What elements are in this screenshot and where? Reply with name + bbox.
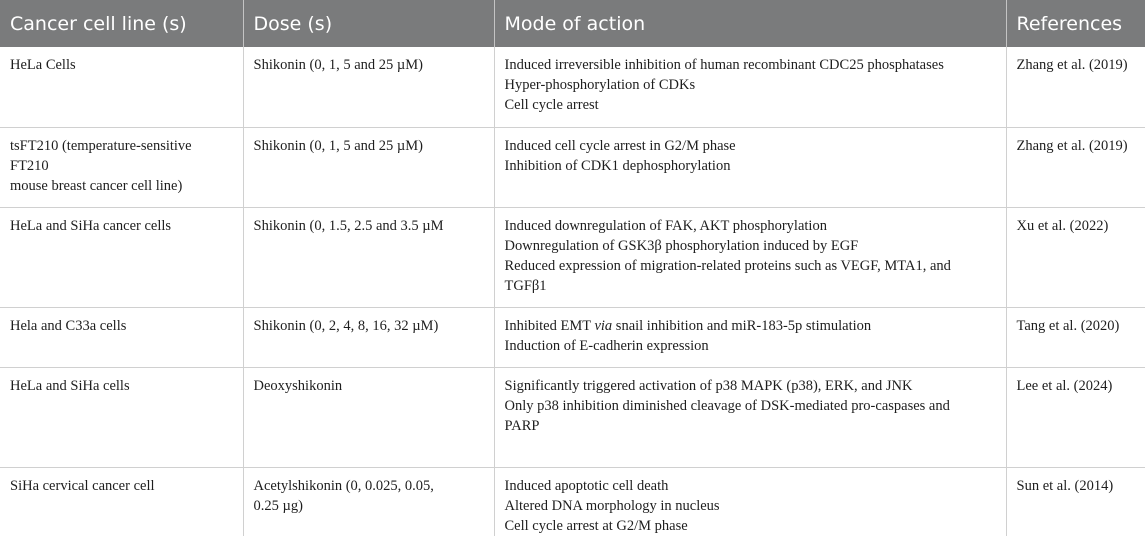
- table-row: [0, 127, 1145, 207]
- dose-text: Shikonin (0, 2, 4, 8, 16, 32 µM): [253, 317, 439, 334]
- dose-text: 0.25 µg): [253, 497, 303, 514]
- header-dose: Dose (s): [243, 0, 494, 47]
- mode-cell: [494, 467, 1006, 536]
- dose-text: Acetylshikonin (0, 0.025, 0.05,: [253, 477, 434, 494]
- mode-line: TGFβ1: [504, 277, 547, 294]
- cell-line-text: HeLa and SiHa cancer cells: [10, 217, 172, 234]
- cell-line-cell: [0, 127, 243, 207]
- dose-text: Shikonin (0, 1, 5 and 25 µM): [253, 137, 423, 154]
- dose-text: Shikonin (0, 1.5, 2.5 and 3.5 µM: [253, 217, 444, 234]
- mode-line: Induced apoptotic cell death: [504, 477, 669, 494]
- cell-line-cell: [0, 367, 243, 467]
- mode-line: PARP: [504, 417, 540, 434]
- header-references: References: [1006, 0, 1145, 47]
- table-row: [0, 367, 1145, 467]
- reference-cell: [1006, 127, 1145, 207]
- cell-line-text: tsFT210 (temperature-sensitive: [10, 137, 192, 154]
- mode-line: Downregulation of GSK3β phosphorylation induced by EGF: [504, 237, 859, 254]
- table-row: [0, 307, 1145, 367]
- mode-line-with-italic: [505, 316, 996, 336]
- mode-cell: [494, 367, 1006, 467]
- cell-line-text: SiHa cervical cancer cell: [10, 477, 155, 494]
- cell-line-text: HeLa and SiHa cells: [10, 377, 130, 394]
- cell-line-cell: [0, 207, 243, 307]
- table-row: [0, 47, 1145, 127]
- reference-text: Lee et al. (2024): [1016, 377, 1113, 394]
- cell-line-text: FT210: [10, 157, 49, 174]
- dose-text: Shikonin (0, 1, 5 and 25 µM): [253, 57, 423, 73]
- cell-line-cell: [0, 47, 243, 127]
- dose-cell: [243, 127, 494, 207]
- dose-cell: [243, 367, 494, 467]
- reference-text: Zhang et al. (2019): [1016, 57, 1128, 73]
- mode-cell: [494, 127, 1006, 207]
- mode-line: Induction of E-cadherin expression: [504, 337, 709, 354]
- reference-cell: [1006, 367, 1145, 467]
- mode-cell: [494, 207, 1006, 307]
- table-header: [0, 0, 1145, 47]
- mode-line: Hyper-phosphorylation of CDKs: [504, 77, 696, 93]
- reference-cell: [1006, 47, 1145, 127]
- reference-text: Sun et al. (2014): [1016, 477, 1114, 494]
- mode-line: Cell cycle arrest at G2/M phase: [504, 517, 688, 534]
- cell-line-text: mouse breast cancer cell line): [10, 177, 183, 194]
- mode-line: Cell cycle arrest: [504, 97, 599, 113]
- header-cancer-cell-line: Cancer cell line (s): [0, 0, 243, 47]
- reference-cell: [1006, 467, 1145, 536]
- dose-text: Deoxyshikonin: [253, 377, 343, 394]
- mode-line: Induced cell cycle arrest in G2/M phase: [504, 137, 736, 154]
- mode-line: Inhibition of CDK1 dephosphorylation: [504, 157, 731, 174]
- cell-line-cell: [0, 467, 243, 536]
- mode-text: snail inhibition and miR-183-5p stimulation: [612, 317, 872, 334]
- mode-line: Induced irreversible inhibition of human recombinant CDC25 phosphatases: [504, 57, 944, 73]
- mode-cell: [494, 47, 1006, 127]
- header-mode-of-action: Mode of action: [494, 0, 1006, 47]
- cell-line-text: Hela and C33a cells: [10, 317, 127, 334]
- dose-cell: [243, 467, 494, 536]
- table-row: [0, 207, 1145, 307]
- dose-cell: [243, 47, 494, 127]
- mode-line: Induced downregulation of FAK, AKT phosphorylation: [504, 217, 827, 234]
- dose-cell: [243, 307, 494, 367]
- mode-italic-text: via: [594, 317, 613, 334]
- cell-line-cell: [0, 307, 243, 367]
- mode-line: Significantly triggered activation of p38 MAPK (p38), ERK, and JNK: [504, 377, 913, 394]
- mode-line: Reduced expression of migration-related proteins such as VEGF, MTA1, and: [504, 257, 951, 274]
- reference-cell: [1006, 207, 1145, 307]
- reference-text: Zhang et al. (2019): [1016, 137, 1128, 154]
- header-row: [0, 0, 1145, 47]
- mode-text: Inhibited EMT: [504, 317, 595, 334]
- table-body: [0, 47, 1145, 536]
- mode-cell: [494, 307, 1006, 367]
- mode-line: Altered DNA morphology in nucleus: [504, 497, 720, 514]
- dose-cell: [243, 207, 494, 307]
- table-row: [0, 467, 1145, 536]
- mode-line: Only p38 inhibition diminished cleavage of DSK-mediated pro-caspases and: [504, 397, 950, 414]
- reference-text: Tang et al. (2020): [1016, 317, 1120, 334]
- reference-text: Xu et al. (2022): [1016, 217, 1109, 234]
- cell-line-text: HeLa Cells: [10, 57, 76, 73]
- reference-cell: [1006, 307, 1145, 367]
